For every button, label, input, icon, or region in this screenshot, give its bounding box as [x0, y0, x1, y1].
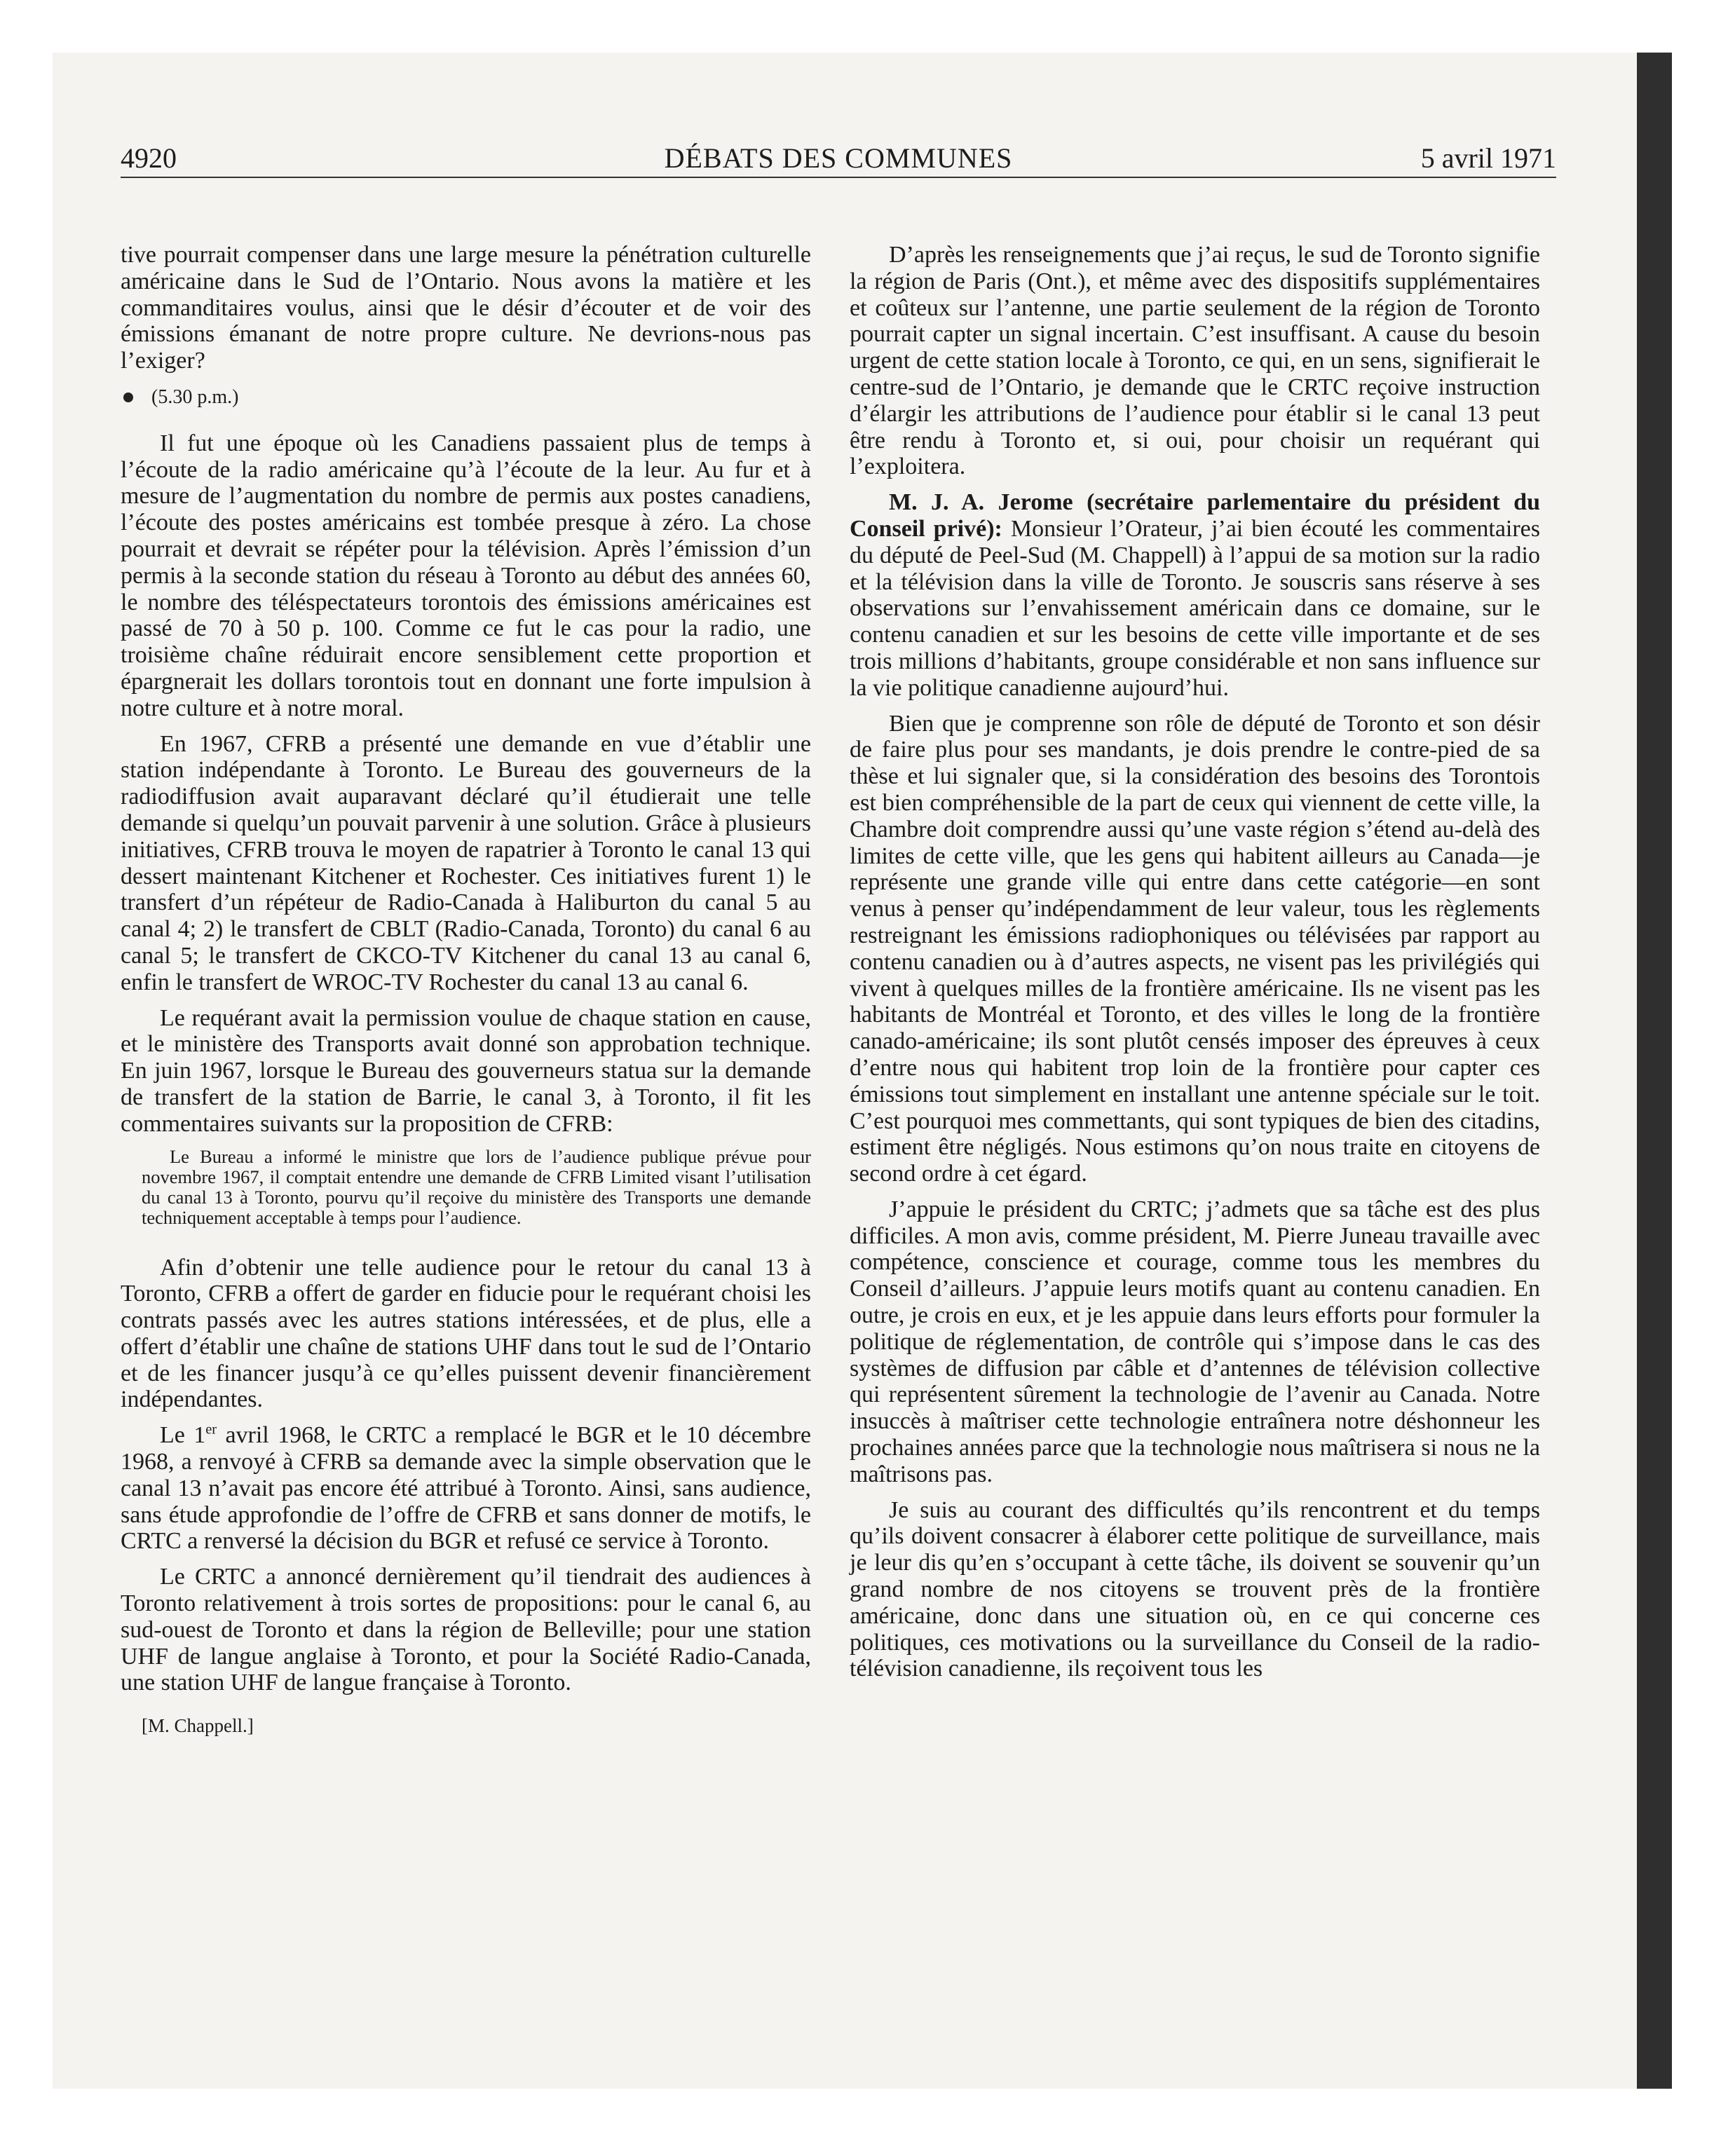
- time-marker: [121, 384, 811, 411]
- text-run: Monsieur l’Orateur, j’ai bien écouté les commentaires du député de Peel-Sud (M. Chappell) à l’appui de sa motion sur la radio et la télévision dans la ville de Toronto. Je souscris sans réserve à ses observations sur l’envahissement américain dans ce domaine, sur le contenu canadien et sur les besoins de cette ville importante et de ses trois millions d’habitants, groupe considérable et non sans influence sur la vie politique canadienne aujourd’hui.: [850, 515, 1541, 701]
- page-number: 4920: [121, 142, 177, 174]
- time-text: (5.30 p.m.): [151, 386, 239, 408]
- speaker-attribution: [M. Chappell.]: [142, 1715, 254, 1737]
- left-column: [121, 242, 811, 1749]
- bullet-icon: [123, 393, 133, 402]
- text-run: Le 1: [160, 1422, 206, 1449]
- paragraph: Il fut une époque où les Canadiens passaient plus de temps à l’écoute de la radio américaine qu’à l’écoute de la leur. Au fur et à mesure de l’augmentation du nombre de permis aux postes canadiens, l’écoute des postes américains est tombée presque à zéro. La chose pourrait et devrait se répéter pour la télévision. Après l’émission d’un permis à la seconde station du réseau à Toronto au début des années 60, le nombre des téléspectateurs torontois des émissions américaines est passé de 70 à 50 p. 100. Comme ce fut le cas pour la radio, une troisième chaîne réduirait encore sensiblement cette proportion et épargnerait les dollars torontois tout en donnant une forte impulsion à notre culture et à notre moral.: [121, 430, 811, 721]
- paragraph: Bien que je comprenne son rôle de député de Toronto et son désir de faire plus pour ses mandants, je dois prendre le contre-pied de sa thèse et lui signaler que, si la considération des besoins des Torontois est bien compréhensible de la part de ceux qui viennent de cette ville, la Chambre doit comprendre aussi qu’une vaste région s’étend au-delà des limites de cette ville, que les gens qui habitent ailleurs au Canada—je représente une grande ville qui entre dans cette catégorie—en sont venus à penser qu’indépendamment de leur valeur, tous les règlements restreignant les émissions radiophoniques ou télévisées par rapport au contenu canadien ou à d’autres aspects, ne visent pas les privilégiés qui vivent à quelques milles de la frontière américaine. Ils ne visent pas les habitants de Montréal et Toronto, et des villes le long de la frontière canado-américaine; ils sont plutôt censés imposer des épreuves à ceux d’entre nous qui habitent trop loin de la frontière pour capter ces émissions tout simplement en installant une antenne spéciale sur le toit. C’est pourquoi mes commettants, qui sont typiques de bien des citadins, estiment être négligés. Nous estimons qu’on nous traite en citoyens de second ordre à cet égard.: [850, 710, 1540, 1187]
- paragraph: En 1967, CFRB a présenté une demande en vue d’établir une station indépendante à Toronto. Le Bureau des gouverneurs de la radiodiffusion avait auparavant déclaré qu’il étudierait une telle demande si quelqu’un pouvait parvenir à une solution. Grâce à plusieurs initiatives, CFRB trouva le moyen de rapatrier à Toronto le canal 13 qui dessert maintenant Kitchener et Rochester. Ces initiatives furent 1) le transfert d’un répéteur de Radio-Canada à Haliburton du canal 5 au canal 4; 2) le transfert de CBLT (Radio-Canada, Toronto) du canal 6 au canal 5; le transfert de CKCO-TV Kitchener du canal 13 au canal 6, enfin le transfert de WROC-TV Rochester du canal 13 au canal 6.: [121, 730, 811, 995]
- paragraph: D’après les renseignements que j’ai reçus, le sud de Toronto signifie la région de Paris (Ont.), et même avec des dispositifs supplémentaires et coûteux sur l’antenne, une partie seulement de la région de Toronto pourrait capter un signal incertain. C’est insuffisant. A cause du besoin urgent de cette station locale à Toronto, ce qui, en un sens, signifierait le centre-sud de l’Ontario, je demande que le CRTC reçoive instruction d’élargir les attributions de l’audience pour établir si le canal 13 peut être rendu à Toronto et, si oui, pour choisir un requérant qui l’exploitera.: [850, 242, 1540, 480]
- paragraph: tive pourrait compenser dans une large mesure la pénétration culturelle américaine dans le Sud de l’Ontario. Nous avons la matière et les commanditaires voulus, ainsi que le désir d’écouter et de voir des émissions émanant de notre propre culture. Ne devrions-nous pas l’exiger?: [121, 242, 811, 374]
- paragraph: J’appuie le président du CRTC; j’admets que sa tâche est des plus difficiles. A mon avis, comme président, M. Pierre Juneau travaille avec compétence, conscience et courage, comme tous les membres du Conseil d’ailleurs. J’appuie leurs motifs quant au contenu canadien. En outre, je crois en eux, et je les appuie dans leurs efforts pour formuler la politique de réglementation, de contrôle qui s’impose dans le cas des systèmes de diffusion par câble et d’antennes de télévision collective qui représentent sûrement la technologie de l’avenir au Canada. Notre insuccès à maîtriser cette technologie entraînera notre déshonneur les prochaines années parce que la technologie nous maîtrisera si nous ne la maîtrisons pas.: [850, 1196, 1540, 1487]
- paragraph: Afin d’obtenir une telle audience pour le retour du canal 13 à Toronto, CFRB a offert de garder en fiducie pour le requérant choisi les contrats passés avec les autres stations intéressées, et de plus, elle a offert d’établir une chaîne de stations UHF dans tout le sud de l’Ontario et de les financer jusqu’à ce qu’elles puissent devenir financièrement indépendantes.: [121, 1254, 811, 1413]
- scan-edge-shadow: [1637, 53, 1672, 2089]
- paragraph: Le requérant avait la permission voulue de chaque station en cause, et le ministère des Transports avait donné son approbation technique. En juin 1967, lorsque le Bureau des gouverneurs statua sur la demande de transfert de la station de Barrie, le canal 3, à Toronto, il fit les commentaires suivants sur la proposition de CFRB:: [121, 1004, 811, 1137]
- quotation: Le Bureau a informé le ministre que lors de l’audience publique prévue pour novembre 1967, il comptait entendre une demande de CFRB Limited visant l’utilisation du canal 13 à Toronto, pourvu qu’il reçoive du ministère des Transports une demande techniquement acceptable à temps pour l’audience.: [142, 1145, 811, 1228]
- text-run: avril 1968, le CRTC a remplacé le BGR et le 10 décembre 1968, a renvoyé à CFRB sa demande avec la simple observation que le canal 13 n’avait pas encore été attribué à Toronto. Ainsi, sans audience, sans étude approfondie de l’offre de CFRB et sans donner de motifs, le CRTC a renversé la décision du BGR et refusé ce service à Toronto.: [121, 1422, 811, 1555]
- page-header: [121, 142, 1556, 178]
- speaker-name: M. J. A. Jerome (secrétaire parlementaire du président du Conseil privé):: [850, 489, 1540, 542]
- paragraph: [850, 489, 1540, 701]
- publication-date: 5 avril 1971: [1420, 142, 1556, 174]
- paragraph: Je suis au courant des difficultés qu’ils rencontrent et du temps qu’ils doivent consacrer à élaborer cette politique de surveillance, mais je leur dis qu’en s’occupant à cette tâche, ils doivent se souvenir qu’un grand nombre de nos citoyens se trouvent près de la frontière américaine, donc dans une situation où, en ce qui concerne ces politiques, ces motivations ou la surveillance du Conseil de la radio-télévision canadienne, ils reçoivent tous les: [850, 1496, 1540, 1682]
- publication-title: DÉBATS DES COMMUNES: [664, 142, 1013, 174]
- paragraph: Le CRTC a annoncé dernièrement qu’il tiendrait des audiences à Toronto relativement à trois sortes de propositions: pour le canal 6, au sud-ouest de Toronto et dans la région de Belleville; pour une station UHF de langue anglaise à Toronto, et pour la Société Radio-Canada, une station UHF de langue française à Toronto.: [121, 1564, 811, 1696]
- right-column: [850, 242, 1540, 1691]
- superscript: er: [205, 1421, 217, 1438]
- paragraph: [121, 1422, 811, 1555]
